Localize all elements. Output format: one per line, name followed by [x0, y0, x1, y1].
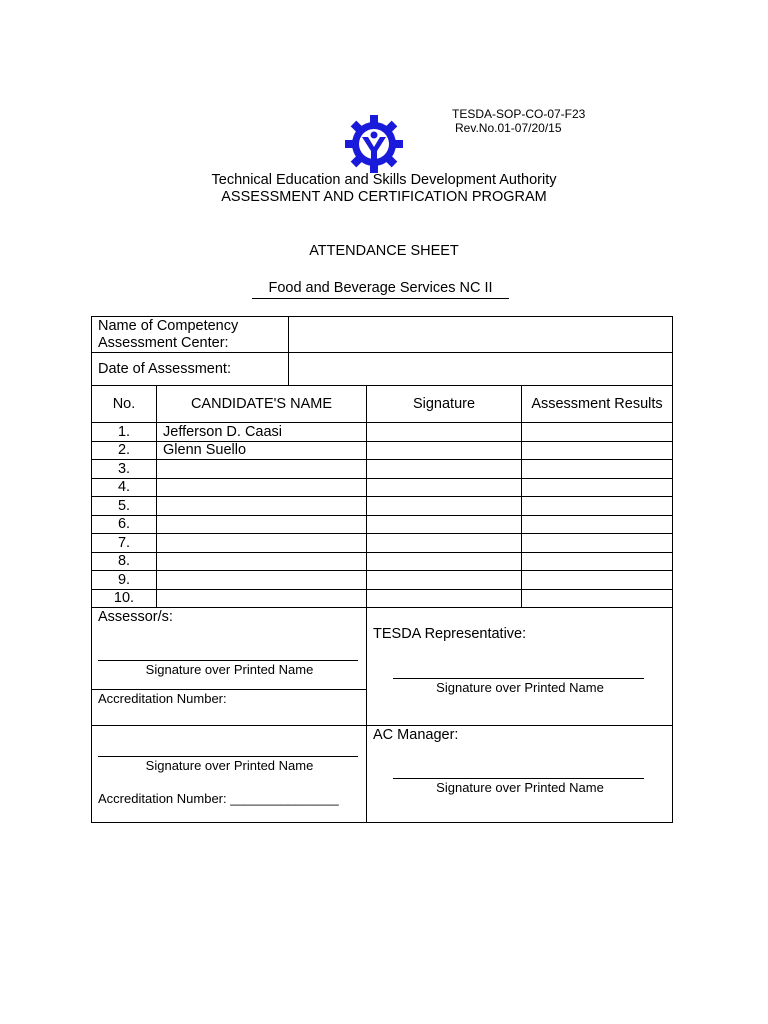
tesda-rep-signature-line[interactable] — [393, 678, 644, 679]
assessment-result-cell[interactable] — [522, 460, 673, 479]
table-row — [92, 571, 673, 590]
assessment-result-cell[interactable] — [522, 571, 673, 590]
program-name: ASSESSMENT AND CERTIFICATION PROGRAM — [221, 189, 547, 205]
center-field[interactable] — [289, 317, 673, 353]
signature-cell[interactable] — [367, 571, 522, 590]
table-row — [92, 460, 673, 479]
row-number: 3. — [92, 460, 157, 479]
tesda-rep-label: TESDA Representative: — [373, 626, 527, 642]
table-row — [92, 497, 673, 516]
sheet-title: ATTENDANCE SHEET — [309, 243, 459, 259]
organization-name: Technical Education and Skills Development Authority — [211, 172, 557, 188]
candidate-name[interactable] — [157, 571, 367, 590]
tesda-gear-logo-icon — [344, 113, 404, 175]
date-field[interactable] — [289, 353, 673, 386]
row-number: 6. — [92, 515, 157, 534]
accreditation-cell — [92, 690, 367, 726]
assessor-signature-caption: Signature over Printed Name — [145, 662, 314, 677]
header-no: No. — [92, 386, 157, 423]
accreditation-label[interactable]: Accreditation Number: — [98, 691, 227, 706]
row-number: 4. — [92, 478, 157, 497]
candidate-name[interactable] — [157, 552, 367, 571]
center-label: Name of Competency Assessment Center: — [92, 317, 289, 353]
date-label: Date of Assessment: — [92, 353, 289, 386]
ac-manager-label: AC Manager: — [373, 727, 459, 743]
signature-cell[interactable] — [367, 423, 522, 442]
assessor-signature-line[interactable] — [98, 660, 358, 661]
candidate-name[interactable] — [157, 497, 367, 516]
signature-cell[interactable] — [367, 497, 522, 516]
table-row — [92, 441, 673, 460]
signature-cell[interactable] — [367, 441, 522, 460]
row-number: 2. — [92, 441, 157, 460]
candidate-name[interactable] — [157, 515, 367, 534]
row-number: 7. — [92, 534, 157, 553]
header-assessment-results: Assessment Results — [522, 386, 673, 423]
table-row — [92, 534, 673, 553]
candidate-name[interactable]: Glenn Suello — [157, 441, 367, 460]
assessor-2-signature-line[interactable] — [98, 756, 358, 757]
table-row — [92, 515, 673, 534]
doc-revision: Rev.No.01-07/20/15 — [455, 121, 562, 135]
assessor-cell — [92, 608, 367, 690]
assessor-label: Assessor/s: — [98, 609, 173, 625]
ac-manager-cell — [367, 726, 673, 823]
ac-manager-signature-line[interactable] — [393, 778, 644, 779]
signature-cell[interactable] — [367, 460, 522, 479]
signature-cell[interactable] — [367, 552, 522, 571]
assessor-2-signature-caption: Signature over Printed Name — [145, 758, 314, 773]
table-row — [92, 552, 673, 571]
candidate-name[interactable] — [157, 534, 367, 553]
assessment-info-table — [91, 316, 673, 386]
row-number: 8. — [92, 552, 157, 571]
candidate-name[interactable] — [157, 478, 367, 497]
row-number: 5. — [92, 497, 157, 516]
row-number: 10. — [92, 589, 157, 608]
signature-cell[interactable] — [367, 478, 522, 497]
signature-cell[interactable] — [367, 515, 522, 534]
ac-manager-signature-caption: Signature over Printed Name — [436, 780, 604, 795]
assessment-result-cell[interactable] — [522, 441, 673, 460]
candidate-name[interactable] — [157, 460, 367, 479]
doc-code-number: TESDA-SOP-CO-07-F23 — [452, 107, 586, 121]
assessment-result-cell[interactable] — [522, 515, 673, 534]
assessor-2-cell — [92, 726, 367, 823]
signature-cell[interactable] — [367, 534, 522, 553]
candidate-name[interactable] — [157, 589, 367, 608]
qualification-title: Food and Beverage Services NC II — [252, 280, 509, 299]
assessment-result-cell[interactable] — [522, 478, 673, 497]
header-candidate-name: CANDIDATE'S NAME — [157, 386, 367, 423]
document-code — [452, 107, 585, 135]
assessment-result-cell[interactable] — [522, 423, 673, 442]
assessment-result-cell[interactable] — [522, 589, 673, 608]
candidates-table — [91, 385, 673, 608]
assessment-result-cell[interactable] — [522, 497, 673, 516]
row-number: 1. — [92, 423, 157, 442]
assessment-result-cell[interactable] — [522, 534, 673, 553]
assessment-result-cell[interactable] — [522, 552, 673, 571]
candidate-name[interactable]: Jefferson D. Caasi — [157, 423, 367, 442]
header-signature: Signature — [367, 386, 522, 423]
table-header-row — [92, 386, 673, 423]
signatures-table — [91, 607, 673, 823]
row-number: 9. — [92, 571, 157, 590]
tesda-rep-cell — [367, 608, 673, 726]
tesda-rep-signature-caption: Signature over Printed Name — [436, 680, 604, 695]
table-row — [92, 478, 673, 497]
table-row — [92, 423, 673, 442]
accreditation-number-2[interactable]: Accreditation Number: _______________ — [98, 791, 339, 806]
signature-cell[interactable] — [367, 589, 522, 608]
table-row — [92, 589, 673, 608]
